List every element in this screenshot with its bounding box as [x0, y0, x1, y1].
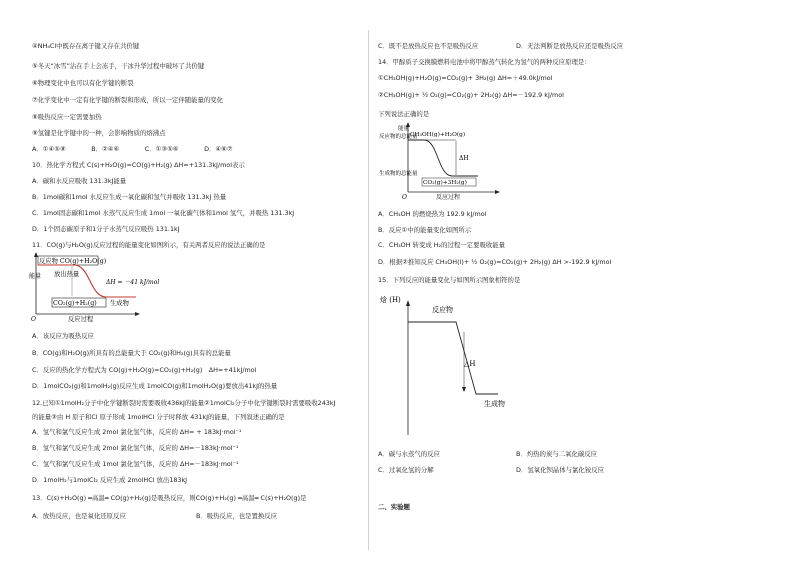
- chart14-reactant-total: 反应物的总能量: [379, 134, 418, 140]
- chart14-product-total: 生成物的总能量: [379, 171, 418, 177]
- question-15-option-c: C．过氧化氢的分解: [378, 466, 434, 474]
- question-10-option-d: D．1个固态碳原子和1分子水蒸气反应吸热 131.1kJ: [32, 225, 180, 233]
- question-12-option-d: D．1molH₂与1molCl₂ 反应生成 2molHCl 放出183kJ: [32, 476, 188, 484]
- chart14-dh-label: ΔH: [459, 155, 469, 162]
- question-11-stem: 11．CO(g)与H₂O(g)反应过程的能量变化如图所示，有关两者反应的说法正确的是: [32, 241, 266, 249]
- question-15-option-d: D．氢氧化钡晶体与氯化铵反应: [516, 466, 604, 474]
- question-14-sub-stem: 下列说法正确的是: [378, 110, 430, 118]
- chart11-product-label: 生成物: [110, 300, 129, 307]
- question-12-option-a: A．氢气和氯气反应生成 2mol 氯化氢气体，反应的 ΔH= + 183kJ·mol⁻¹: [32, 428, 242, 436]
- chart14-origin: O: [402, 194, 407, 201]
- chart11-product-formula: CO₂(g)+H₂(g): [53, 300, 97, 307]
- question-15-option-a: A．碳与水蒸气的反应: [378, 450, 440, 458]
- question-13-stem: 13．C(s)+H₂O(g) ═高温═ CO(g)+H₂(g)是吸热反应，则CO(g)+H₂(g) ═高温═ C(s)+H₂O(g)是: [32, 494, 307, 502]
- chart15-product-label: 生成物: [484, 400, 505, 408]
- chart15-ylabel: 焓 (H): [380, 296, 401, 304]
- question-15-enthalpy-diagram: [378, 290, 538, 440]
- statement-4: ④NH₄Cl中既存在离子键又存在共价键: [32, 42, 140, 50]
- question-12-stem-line2: 的能量③由 H 原子和Cl 原子形成 1molHCl 分子时释放 431kJ的能量，下列叙述正确的是: [32, 413, 285, 421]
- question-11-option-b: B．CO(g)和H₂O(g)所具有的总能量大于 CO₂(g)和H₂(g)具有的总能量: [32, 349, 231, 357]
- statement-8: ⑧吸热反应一定需要加热: [32, 113, 102, 121]
- chart11-ylabel: 能量: [29, 273, 42, 280]
- question-13-option-a: A．放热反应，也是氧化还原反应: [32, 512, 126, 520]
- question-12-stem-line1: 12.已知①1molH₂分子中化学键断裂时需要吸收436kJ的能量②1molCl₂分子中化学键断裂时需要吸收243kJ: [32, 399, 336, 407]
- question-14-option-c: C．CH₃OH 转变成 H₂的过程一定要吸收能量: [378, 241, 506, 249]
- question-14-stem: 14．甲醇质子交换膜燃料电池中将甲醇蒸气转化为氢气的两种反应原理是：: [378, 58, 591, 66]
- question-13-option-b: B．吸热反应，也是置换反应: [196, 512, 278, 520]
- chart11-reactant-label: 反应物 CO(g)+H₂O(g): [39, 258, 107, 265]
- chart14-energy-label: 能量: [398, 126, 410, 132]
- question-14-energy-diagram: [378, 122, 508, 202]
- question-11-energy-diagram: [28, 252, 188, 322]
- question-14-option-a: A．CH₃OH 的燃烧热为 192.9 kJ/mol: [378, 210, 487, 218]
- question-15-stem: 15．下列反应的能量变化与如图所示图象相符的是: [378, 276, 521, 284]
- chart11-heat-label: 放出热量: [54, 271, 80, 278]
- question-15-option-b: B．灼热的炭与二氧化碳反应: [516, 450, 598, 458]
- question-10-option-b: B．1mol碳和1mol 水反应生成一氧化碳和氢气并吸收 131.3kJ 热量: [32, 193, 227, 201]
- question-10-stem: 10．热化学方程式 C(s)+H₂O(g)=CO(g)+H₂(g) ΔH=+131.3kJ/mol表示: [32, 161, 245, 169]
- chart14-xlabel: 反应过程: [436, 194, 461, 201]
- question-12-option-c: C．氢气和氯气反应生成 1mol 氯化氢气体，反应的 ΔH=－183kJ·mol⁻¹: [32, 460, 239, 468]
- question-14-reaction-1: ①CH₃OH(g)+H₂O(g)=CO₂(g)+ 3H₂(g) ΔH=＋49.0kJ/mol: [378, 74, 553, 82]
- chart15-reactant-label: 反应物: [432, 306, 453, 314]
- question-14-reaction-2: ②CH₃OH(g)+ ½ O₂(g)=CO₂(g)+ 2H₂(g) ΔH=－192.9 kJ/mol: [378, 91, 564, 99]
- chart14-product-formula: CO₂(g)+3H₂(g): [423, 180, 467, 186]
- question-14-option-b: B．反应①中的能量变化如图所示: [378, 226, 472, 234]
- question-11-option-d: D．1molCO₂(g)和1molH₂(g)反应生成 1molCO(g)和1molH₂O(g)要放出41kJ的热量: [32, 382, 278, 390]
- question-14-option-d: D．根据②推知反应 CH₃OH(l)+ ½ O₂(g)=CO₂(g)+ 2H₂(g) ΔH >-192.9 kJ/mol: [378, 258, 612, 266]
- column-divider: [368, 30, 369, 550]
- question-9-options: A．①④⑤⑧ B．②④⑥ C．①③⑤⑥ D．④⑥⑦: [32, 145, 233, 153]
- question-13-option-c: C．既不是放热反应也不是吸热反应: [378, 42, 479, 50]
- chart11-origin: O: [31, 316, 36, 322]
- statement-9: ⑨氢键是化学键中的一种，会影响物质的熔沸点: [32, 129, 166, 137]
- section-heading-experiment: 二、实验题: [378, 503, 410, 511]
- statement-5: ⑤冬天“冰雪”沾在手上会冻手，干冰升华过程中破坏了共价键: [32, 62, 205, 70]
- statement-6: ⑥物理变化中也可以有化学键的断裂: [32, 79, 134, 87]
- question-10-option-c: C．1mol固态碳和1mol 水蒸气反应生成 1mol 一氧化碳气体和1mol 氢气，并吸热 131.3kJ: [32, 209, 295, 217]
- chart14-reactant-formula: CH₃OH(g)+H₂O(g): [410, 132, 466, 138]
- question-13-option-d: D．无法判断是放热反应还是吸热反应: [516, 42, 624, 50]
- question-11-option-c: C．反应的热化学方程式为 CO(g)+H₂O(g)=CO₂(g)+H₂(g) ΔH=+41kJ/mol: [32, 366, 257, 374]
- question-11-option-a: A．该反应为吸热反应: [32, 332, 94, 340]
- chart11-xlabel: 反应过程: [68, 316, 94, 322]
- statement-7: ⑦化学变化中一定有化学键的断裂和形成，所以一定伴随能量的变化: [32, 96, 224, 104]
- chart15-dh-label: △H: [464, 360, 476, 368]
- question-12-option-b: B．氢气和氯气反应生成 2mol 氯化氢气体，反应的 ΔH=－183kJ·mol⁻¹: [32, 444, 239, 452]
- question-10-option-a: A．碳和水反应吸收 131.3kJ能量: [32, 177, 127, 185]
- chart11-dh-label: ΔH = －41 kJ/mol: [106, 279, 160, 286]
